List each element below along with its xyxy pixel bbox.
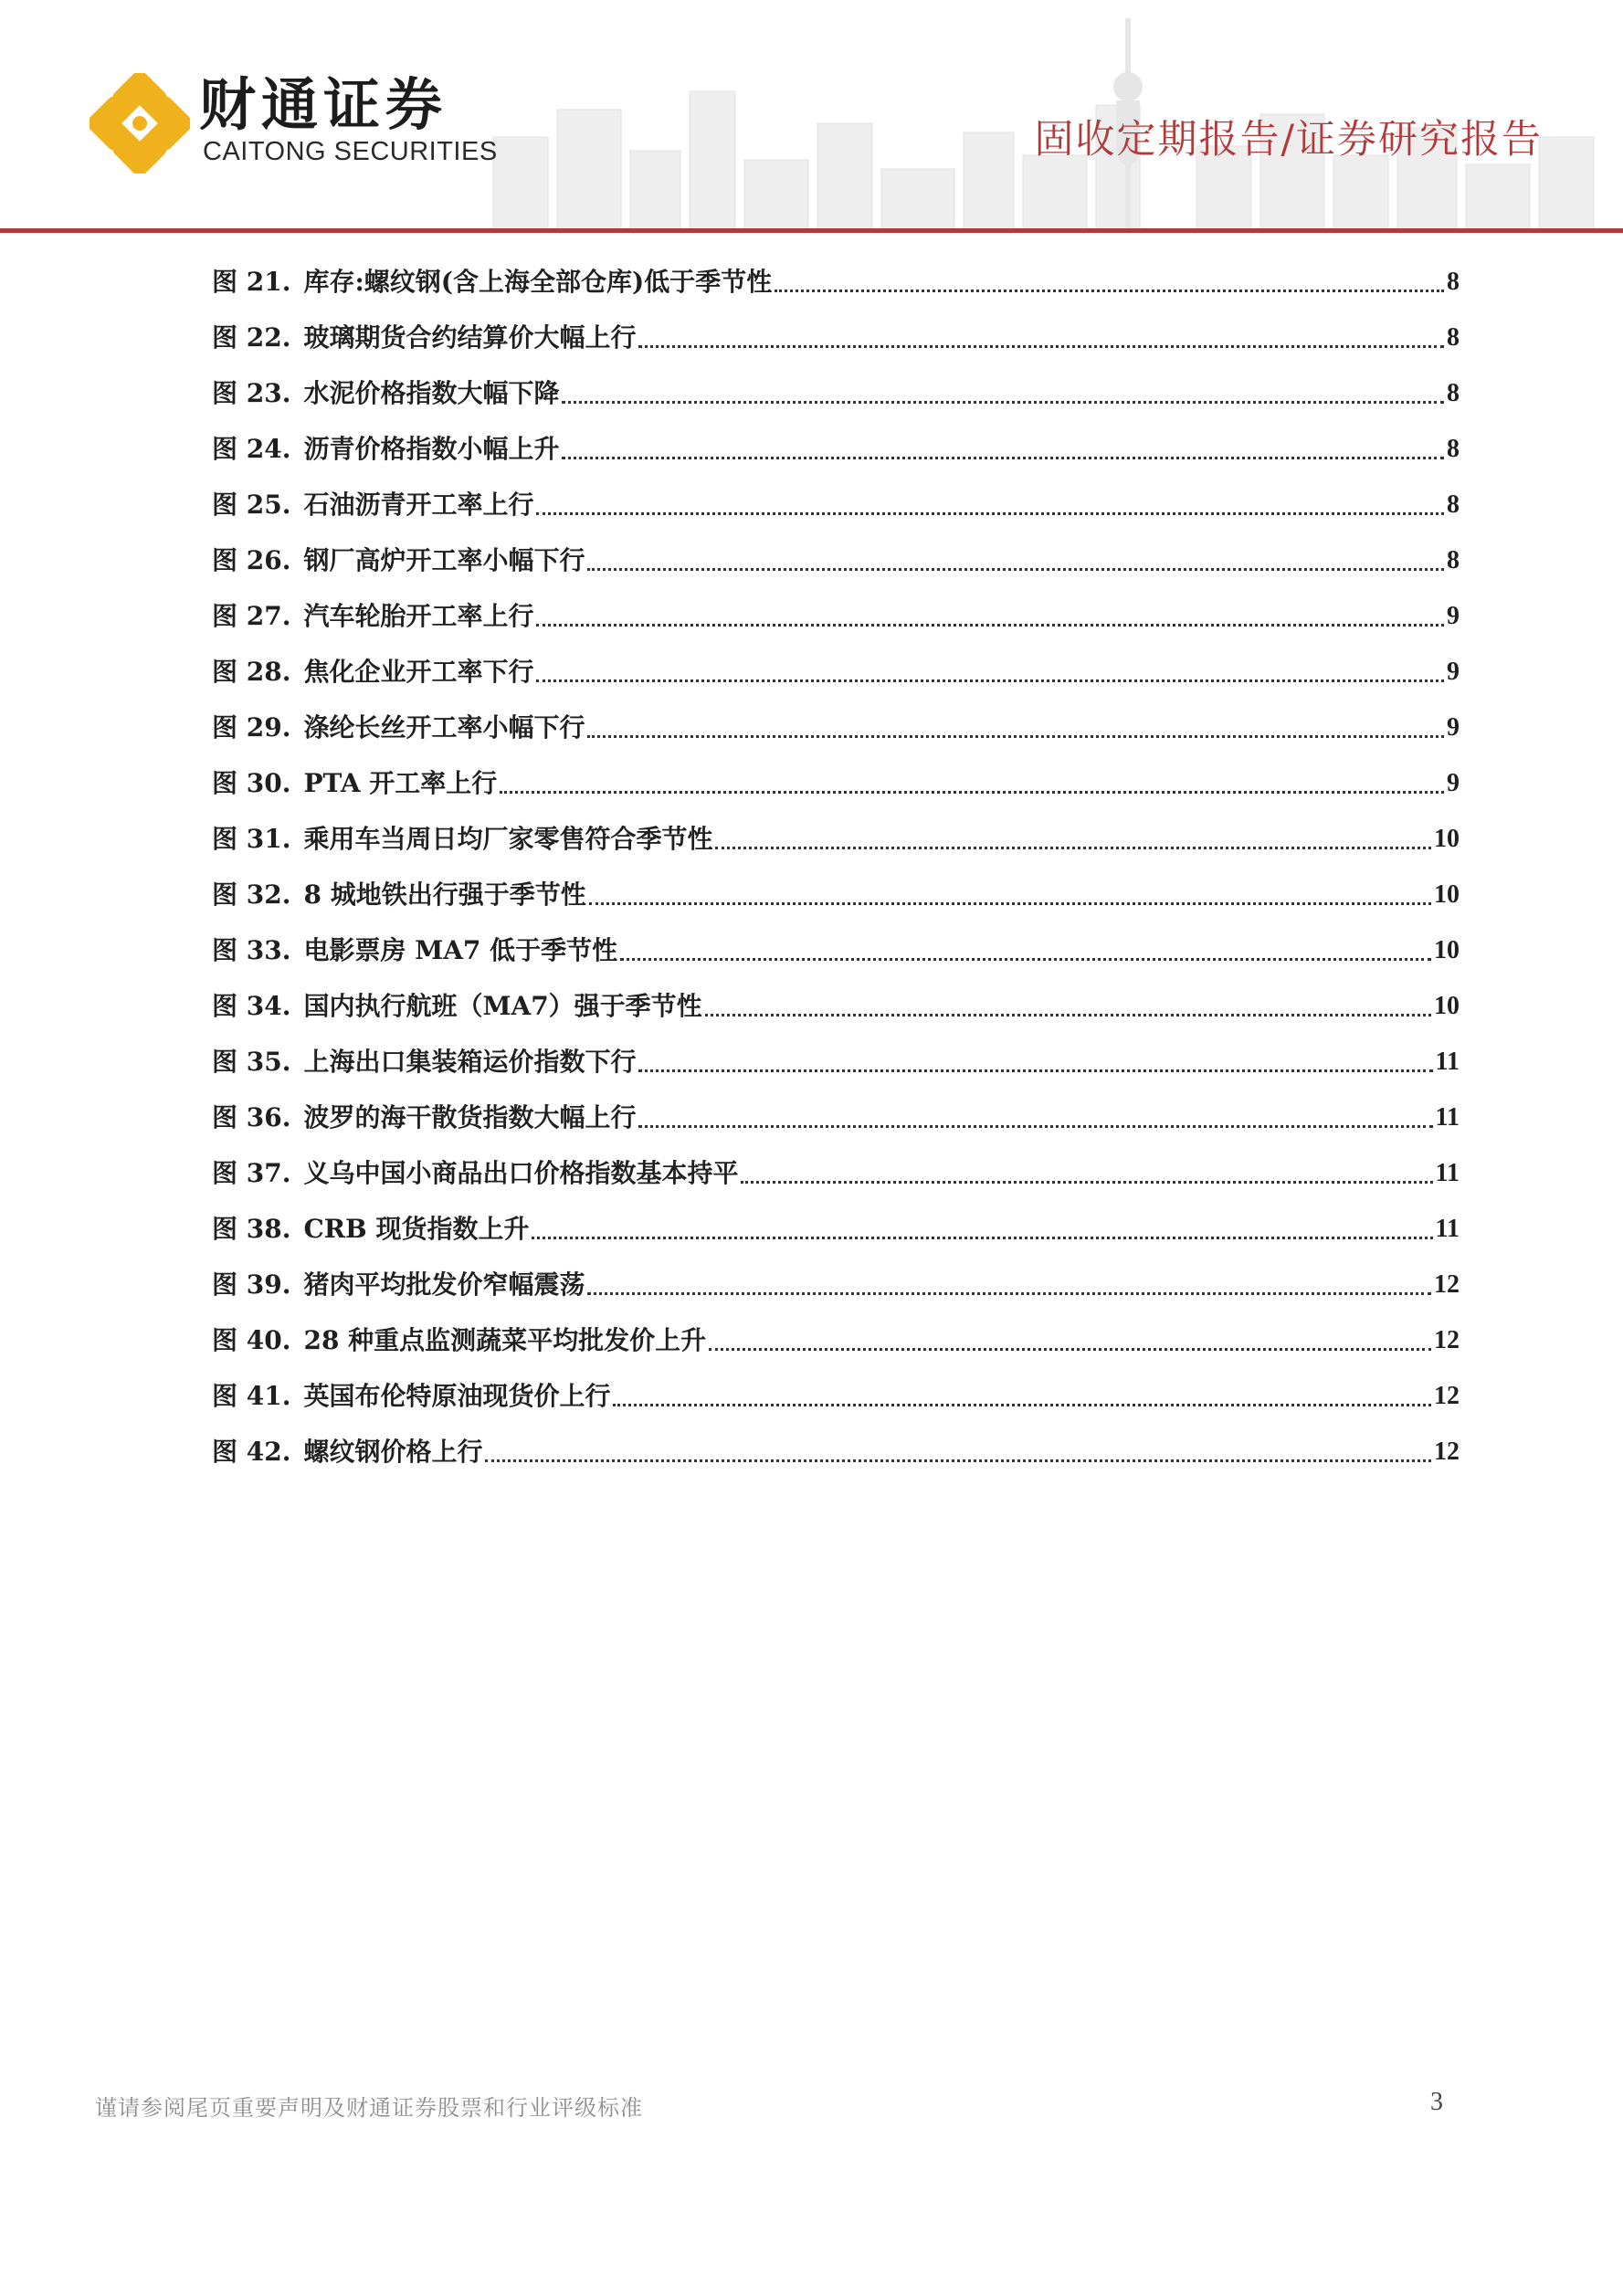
figure-number: 图 36.: [212, 1101, 291, 1132]
toc-page-number: 9: [1447, 601, 1460, 630]
toc-entry[interactable]: [212, 1312, 1460, 1368]
toc-entry-title: [212, 1436, 483, 1467]
figure-number: 图 27.: [212, 600, 291, 631]
toc-entry-title: [212, 600, 534, 631]
figure-title: 波罗的海干散货指数大幅上行: [303, 1101, 637, 1132]
toc-entry[interactable]: [212, 1257, 1460, 1312]
dot-leader: [562, 431, 1444, 459]
figure-number: 图 23.: [212, 377, 291, 408]
figure-title: 汽车轮胎开工率上行: [303, 600, 534, 631]
toc-page-number: 12: [1434, 1269, 1460, 1299]
dot-leader: [705, 988, 1431, 1016]
figure-number: 图 22.: [212, 321, 291, 353]
dot-leader: [620, 932, 1431, 961]
toc-page-number: 11: [1435, 1214, 1460, 1243]
figure-title: 8 城地铁出行强于季节性: [303, 879, 586, 910]
toc-page-number: 12: [1434, 1437, 1460, 1466]
toc-entry-title: [212, 1380, 611, 1411]
toc-page-number: 11: [1435, 1158, 1460, 1187]
dot-leader: [587, 542, 1444, 571]
toc-page-number: 8: [1447, 378, 1460, 407]
page-number: 3: [1430, 2088, 1443, 2116]
figure-title: 水泥价格指数大幅下降: [303, 377, 560, 408]
toc-entry-title: [212, 321, 637, 353]
toc-entry[interactable]: [212, 1201, 1460, 1257]
page-header: [0, 0, 1623, 236]
toc-entry[interactable]: [212, 1424, 1460, 1480]
toc-entry-title: [212, 266, 773, 297]
dot-leader: [500, 765, 1444, 794]
figure-title: 钢厂高炉开工率小幅下行: [303, 544, 585, 575]
dot-leader: [587, 1267, 1431, 1295]
figure-title: 石油沥青开工率上行: [303, 489, 534, 520]
figure-number: 图 21.: [212, 266, 291, 297]
figure-title: 国内执行航班（MA7）强于季节性: [303, 990, 702, 1021]
toc-entry[interactable]: [212, 1034, 1460, 1090]
dot-leader: [638, 320, 1444, 348]
toc-page-number: 10: [1434, 879, 1460, 909]
figure-title: 螺纹钢价格上行: [303, 1436, 483, 1467]
figure-number: 图 40.: [212, 1324, 291, 1355]
figure-title: 猪肉平均批发价窄幅震荡: [303, 1269, 585, 1300]
toc-entry[interactable]: [212, 978, 1460, 1034]
toc-entry-title: [212, 990, 702, 1021]
toc-entry[interactable]: [212, 254, 1460, 310]
figure-table-of-contents: [212, 254, 1460, 1480]
figure-title: 库存:螺纹钢(含上海全部仓库)低于季节性: [303, 266, 773, 297]
toc-entry[interactable]: [212, 644, 1460, 700]
toc-page-number: 11: [1435, 1102, 1460, 1132]
toc-entry-title: [212, 377, 560, 408]
figure-number: 图 30.: [212, 767, 291, 798]
toc-entry[interactable]: [212, 1145, 1460, 1201]
figure-number: 图 32.: [212, 879, 291, 910]
dot-leader: [613, 1378, 1431, 1406]
figure-number: 图 38.: [212, 1213, 291, 1244]
toc-entry[interactable]: [212, 1368, 1460, 1424]
toc-entry[interactable]: [212, 1090, 1460, 1145]
figure-number: 图 33.: [212, 934, 291, 965]
dot-leader: [536, 598, 1444, 627]
toc-page-number: 10: [1434, 824, 1460, 853]
figure-number: 图 24.: [212, 433, 291, 464]
dot-leader: [587, 710, 1444, 738]
figure-title: 焦化企业开工率下行: [303, 656, 534, 687]
dot-leader: [638, 1100, 1432, 1128]
toc-entry[interactable]: [212, 922, 1460, 978]
toc-page-number: 8: [1447, 434, 1460, 463]
dot-leader: [741, 1155, 1432, 1184]
figure-title: 义乌中国小商品出口价格指数基本持平: [303, 1157, 739, 1188]
toc-page-number: 8: [1447, 322, 1460, 352]
figure-number: 图 28.: [212, 656, 291, 687]
toc-page-number: 8: [1447, 545, 1460, 574]
figure-title: 上海出口集装箱运价指数下行: [303, 1046, 637, 1077]
figure-title: 28 种重点监测蔬菜平均批发价上升: [303, 1324, 707, 1355]
toc-entry[interactable]: [212, 421, 1460, 477]
toc-page-number: 9: [1447, 768, 1460, 797]
toc-entry-title: [212, 1046, 637, 1077]
toc-entry-title: [212, 1324, 707, 1355]
toc-entry-title: [212, 823, 713, 854]
toc-page-number: 12: [1434, 1381, 1460, 1410]
toc-page-number: 10: [1434, 991, 1460, 1020]
toc-entry[interactable]: [212, 811, 1460, 867]
dot-leader: [775, 264, 1444, 292]
dot-leader: [532, 1211, 1432, 1239]
toc-entry[interactable]: [212, 588, 1460, 644]
toc-entry[interactable]: [212, 365, 1460, 421]
figure-number: 图 42.: [212, 1436, 291, 1467]
figure-title: 沥青价格指数小幅上升: [303, 433, 560, 464]
toc-entry-title: [212, 1213, 530, 1244]
figure-title: 涤纶长丝开工率小幅下行: [303, 711, 585, 743]
figure-number: 图 39.: [212, 1269, 291, 1300]
toc-page-number: 9: [1447, 712, 1460, 742]
toc-entry-title: [212, 879, 586, 910]
toc-entry[interactable]: [212, 867, 1460, 922]
figure-number: 图 35.: [212, 1046, 291, 1077]
toc-entry-title: [212, 544, 585, 575]
figure-title: CRB 现货指数上升: [303, 1213, 530, 1244]
dot-leader: [536, 654, 1444, 682]
toc-page-number: 10: [1434, 935, 1460, 964]
figure-number: 图 37.: [212, 1157, 291, 1188]
figure-number: 图 41.: [212, 1380, 291, 1411]
toc-entry-title: [212, 1101, 637, 1132]
toc-entry-title: [212, 711, 585, 743]
toc-entry[interactable]: [212, 700, 1460, 755]
toc-entry-title: [212, 489, 534, 520]
dot-leader: [709, 1322, 1431, 1351]
dot-leader: [589, 877, 1431, 905]
toc-page-number: 12: [1434, 1325, 1460, 1354]
toc-entry[interactable]: [212, 532, 1460, 588]
toc-page-number: 9: [1447, 657, 1460, 686]
figure-title: 玻璃期货合约结算价大幅上行: [303, 321, 637, 353]
dot-leader: [715, 821, 1431, 849]
toc-entry[interactable]: [212, 755, 1460, 811]
dot-leader: [638, 1044, 1432, 1072]
disclaimer-note: 谨请参阅尾页重要声明及财通证券股票和行业评级标准: [95, 2095, 643, 2121]
figure-title: 英国布伦特原油现货价上行: [303, 1380, 611, 1411]
figure-number: 图 29.: [212, 711, 291, 743]
toc-entry-title: [212, 1269, 585, 1300]
dot-leader: [562, 375, 1444, 404]
toc-entry-title: [212, 656, 534, 687]
figure-number: 图 25.: [212, 489, 291, 520]
toc-page-number: 11: [1435, 1047, 1460, 1076]
brand-name-chinese: 财通证券: [199, 71, 448, 138]
toc-entry-title: [212, 433, 560, 464]
figure-title: PTA 开工率上行: [303, 767, 498, 798]
toc-entry[interactable]: [212, 477, 1460, 532]
brand-name-english: CAITONG SECURITIES: [203, 137, 498, 166]
dot-leader: [485, 1434, 1431, 1462]
toc-entry[interactable]: [212, 310, 1460, 365]
figure-title: 电影票房 MA7 低于季节性: [303, 934, 618, 965]
caitong-logo-icon: [90, 73, 190, 174]
toc-entry-title: [212, 1157, 739, 1188]
toc-page-number: 8: [1447, 490, 1460, 519]
figure-number: 图 34.: [212, 990, 291, 1021]
toc-entry-title: [212, 767, 498, 798]
toc-entry-title: [212, 934, 618, 965]
header-divider: [0, 228, 1623, 233]
figure-number: 图 26.: [212, 544, 291, 575]
figure-number: 图 31.: [212, 823, 291, 854]
toc-page-number: 8: [1447, 267, 1460, 296]
report-type-label: 固收定期报告/证券研究报告: [1034, 117, 1543, 163]
figure-title: 乘用车当周日均厂家零售符合季节性: [303, 823, 713, 854]
dot-leader: [536, 487, 1444, 515]
